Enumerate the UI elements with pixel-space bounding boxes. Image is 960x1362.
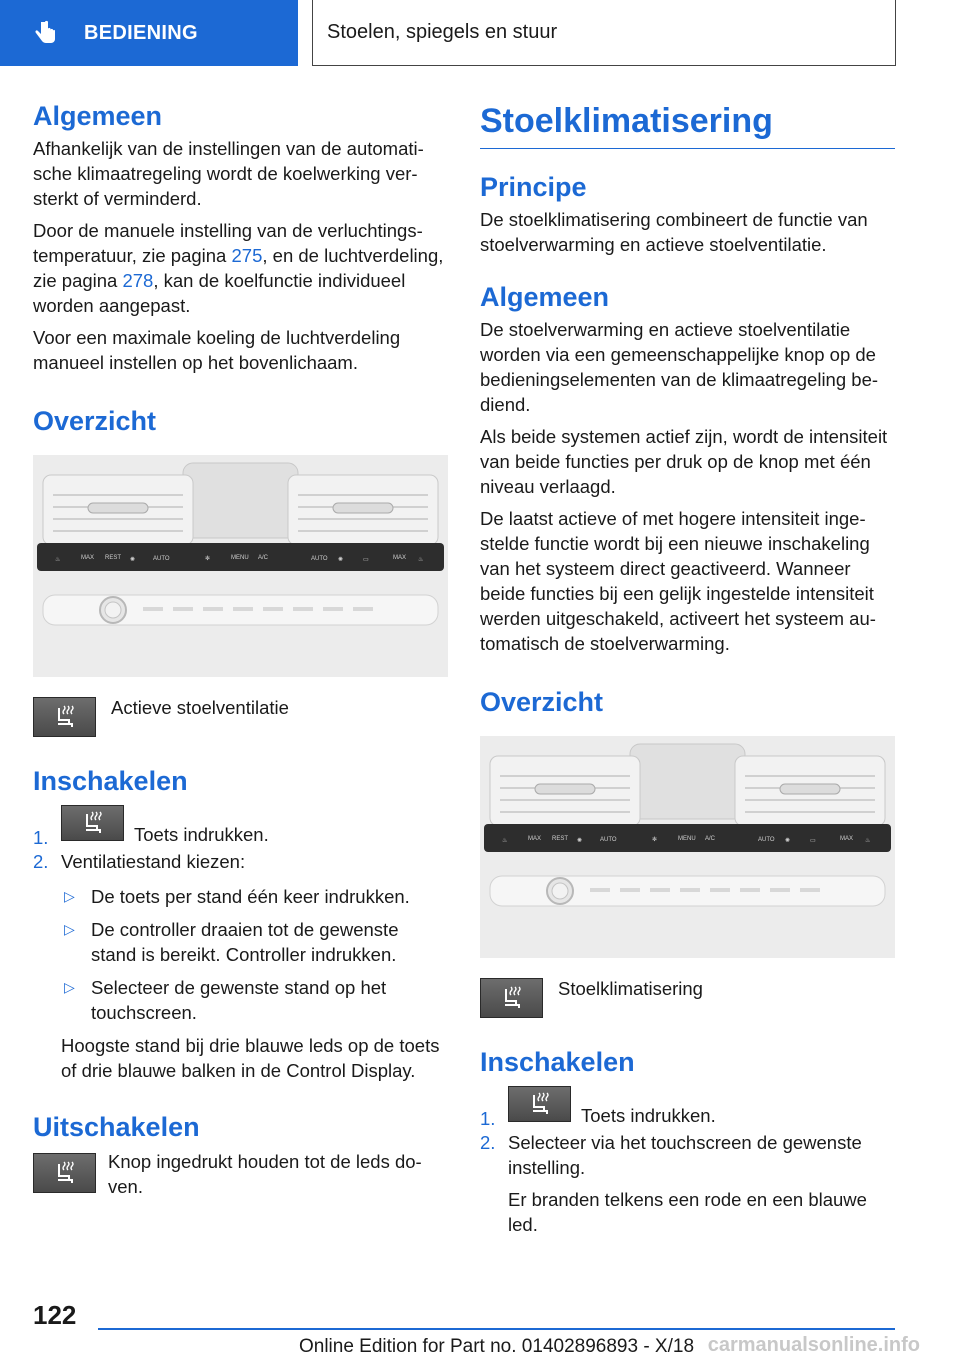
heading-inschakelen: Inschakelen	[480, 1047, 635, 1077]
svg-text:✻: ✻	[205, 556, 211, 562]
step-text: Toets indrukken.	[581, 1105, 716, 1126]
climate-panel-illustration	[480, 736, 895, 958]
svg-text:♨: ♨	[502, 838, 508, 844]
step-text: Selecteer via het touchscreen de gewenste instelling.	[508, 1132, 862, 1178]
icon-caption-row	[480, 978, 895, 1018]
seat-ventilation-button[interactable]	[33, 697, 96, 737]
svg-text:MAX: MAX	[393, 555, 407, 561]
steps-list	[480, 1086, 895, 1237]
paragraph: Als beide systemen actief zijn, wordt de intensiteit van beide functies per druk op de knop met één niveau verlaagd.	[480, 426, 888, 497]
text: , kan de koelfunctie individueel worden aangepast.	[33, 270, 406, 316]
svg-text:✺: ✺	[338, 557, 344, 563]
heading-algemeen: Algemeen	[480, 282, 610, 312]
seat-climate-icon	[525, 1089, 555, 1119]
watermark: carmanualsonline.info	[707, 1334, 920, 1356]
edition-text: Online Edition for Part no. 01402896893 - X/18	[298, 1336, 695, 1357]
page-link-275[interactable]: 275	[231, 245, 263, 266]
bullet-text: De controller draaien tot de gewenste stand is bereikt. Controller indrukken.	[91, 919, 399, 965]
svg-text:AUTO: AUTO	[758, 837, 775, 843]
seat-ventilation-icon	[78, 808, 108, 838]
page-link-278[interactable]: 278	[122, 270, 154, 291]
seat-climate-button[interactable]	[480, 978, 543, 1018]
bullet-text: Selecteer de gewenste stand op het touchscreen.	[91, 977, 387, 1023]
step-number: 2.	[33, 851, 49, 872]
step-2	[480, 1130, 895, 1237]
svg-text:✺: ✺	[785, 838, 791, 844]
breadcrumb-text: Stoelen, spiegels en stuur	[327, 21, 558, 43]
bullet-text: De toets per stand één keer indrukken.	[91, 886, 410, 907]
bullet-item	[61, 884, 448, 909]
svg-text:REST: REST	[552, 836, 569, 842]
svg-text:A/C: A/C	[258, 555, 269, 561]
icon-caption: Stoelklimatisering	[558, 978, 703, 999]
hand-touch-icon	[30, 18, 60, 48]
icon-caption: Actieve stoelventilatie	[111, 697, 289, 718]
svg-text:♨: ♨	[865, 838, 871, 844]
step-number: 1.	[480, 1108, 496, 1129]
svg-text:▭: ▭	[363, 557, 369, 563]
sub-bullets	[61, 884, 448, 1025]
step-1	[480, 1086, 895, 1129]
climate-panel-photo	[33, 455, 448, 677]
svg-text:MAX: MAX	[840, 836, 854, 842]
triangle-bullet-icon: ▷	[64, 921, 75, 937]
step-1	[33, 805, 448, 848]
seat-ventilation-button[interactable]	[61, 805, 124, 841]
page-header	[0, 0, 960, 66]
step-text: Toets indrukken.	[134, 824, 269, 845]
climate-panel-illustration	[33, 455, 448, 677]
climate-panel-photo	[480, 736, 895, 958]
seat-ventilation-icon	[50, 702, 80, 732]
triangle-bullet-icon: ▷	[64, 888, 75, 904]
step-2	[33, 849, 448, 1083]
paragraph	[33, 218, 448, 318]
svg-text:MENU: MENU	[678, 836, 696, 842]
text: , en de luchtverdeling, zie pagina	[33, 245, 444, 291]
paragraph: De stoelverwarming en actieve stoelventilatie worden via een gemeenschappelijke knop op de bedieningselementen van de klimaatregeling bediend.	[480, 319, 879, 415]
heading-overzicht: Overzicht	[33, 406, 157, 436]
triangle-bullet-icon: ▷	[64, 979, 75, 995]
svg-text:A/C: A/C	[705, 836, 716, 842]
main-title: Stoelklimatisering	[480, 100, 895, 149]
svg-text:MAX: MAX	[528, 836, 542, 842]
step-number: 2.	[480, 1132, 496, 1153]
paragraph: Voor een maximale koeling de luchtverdeling manueel instellen op het bovenlichaam.	[33, 327, 401, 373]
left-column	[33, 100, 448, 1199]
seat-ventilation-button[interactable]	[33, 1153, 96, 1193]
bullet-item	[61, 917, 448, 967]
svg-text:✻: ✻	[652, 837, 658, 843]
paragraph: De laatst actieve of met hogere intensiteit ingestelde functie wordt bij een nieuwe inschakeling van het systeem direct geactiveerd. Wanneer beide functies bij een gelijk ingestelde intensiteit werden uitgeschakeld, activeert het systeem automatisch de stoelverwarming.	[480, 508, 876, 654]
svg-text:✺: ✺	[577, 838, 583, 844]
section-tab[interactable]	[0, 0, 298, 66]
steps-list	[33, 805, 448, 1083]
seat-ventilation-icon	[50, 1158, 80, 1188]
section-tab-label: BEDIENING	[84, 21, 198, 44]
heading-overzicht: Overzicht	[480, 687, 604, 717]
paragraph: Er branden telkens een rode en een blauwe led.	[508, 1189, 867, 1235]
svg-text:♨: ♨	[418, 557, 424, 563]
svg-text:AUTO: AUTO	[311, 556, 328, 562]
footer-divider	[98, 1328, 895, 1330]
breadcrumb	[312, 0, 896, 66]
seat-climate-button[interactable]	[508, 1086, 571, 1122]
heading-uitschakelen: Uitschakelen	[33, 1112, 200, 1142]
svg-text:REST: REST	[105, 555, 122, 561]
svg-text:MAX: MAX	[81, 555, 95, 561]
svg-text:AUTO: AUTO	[153, 556, 170, 562]
paragraph: Afhankelijk van de instellingen van de automatische klimaatregeling wordt de koelwerking versterkt of verminderd.	[33, 138, 424, 209]
icon-caption-row	[33, 1153, 448, 1199]
bullet-item	[61, 975, 448, 1025]
step-number: 1.	[33, 827, 49, 848]
right-column	[480, 100, 895, 1237]
icon-caption-row	[33, 697, 448, 737]
step-text: Ventilatiestand kiezen:	[61, 851, 246, 872]
paragraph: Hoogste stand bij drie blauwe leds op de toets of drie blauwe balken in de Control Display.	[61, 1035, 440, 1081]
icon-caption: Knop ingedrukt houden tot de leds doven.	[108, 1151, 422, 1197]
heading-algemeen: Algemeen	[33, 101, 163, 131]
heading-principe: Principe	[480, 172, 587, 202]
svg-text:AUTO: AUTO	[600, 837, 617, 843]
svg-text:MENU: MENU	[231, 555, 249, 561]
text: Door de manuele instelling van de verluchtingstemperatuur, zie pagina	[33, 220, 423, 266]
svg-text:♨: ♨	[55, 557, 61, 563]
page-number: 122	[33, 1300, 77, 1330]
svg-text:▭: ▭	[810, 838, 816, 844]
paragraph: De stoelklimatisering combineert de functie van stoelverwarming en actieve stoelventilatie.	[480, 209, 868, 255]
seat-climate-icon	[497, 983, 527, 1013]
heading-inschakelen: Inschakelen	[33, 766, 188, 796]
svg-text:✺: ✺	[130, 557, 136, 563]
